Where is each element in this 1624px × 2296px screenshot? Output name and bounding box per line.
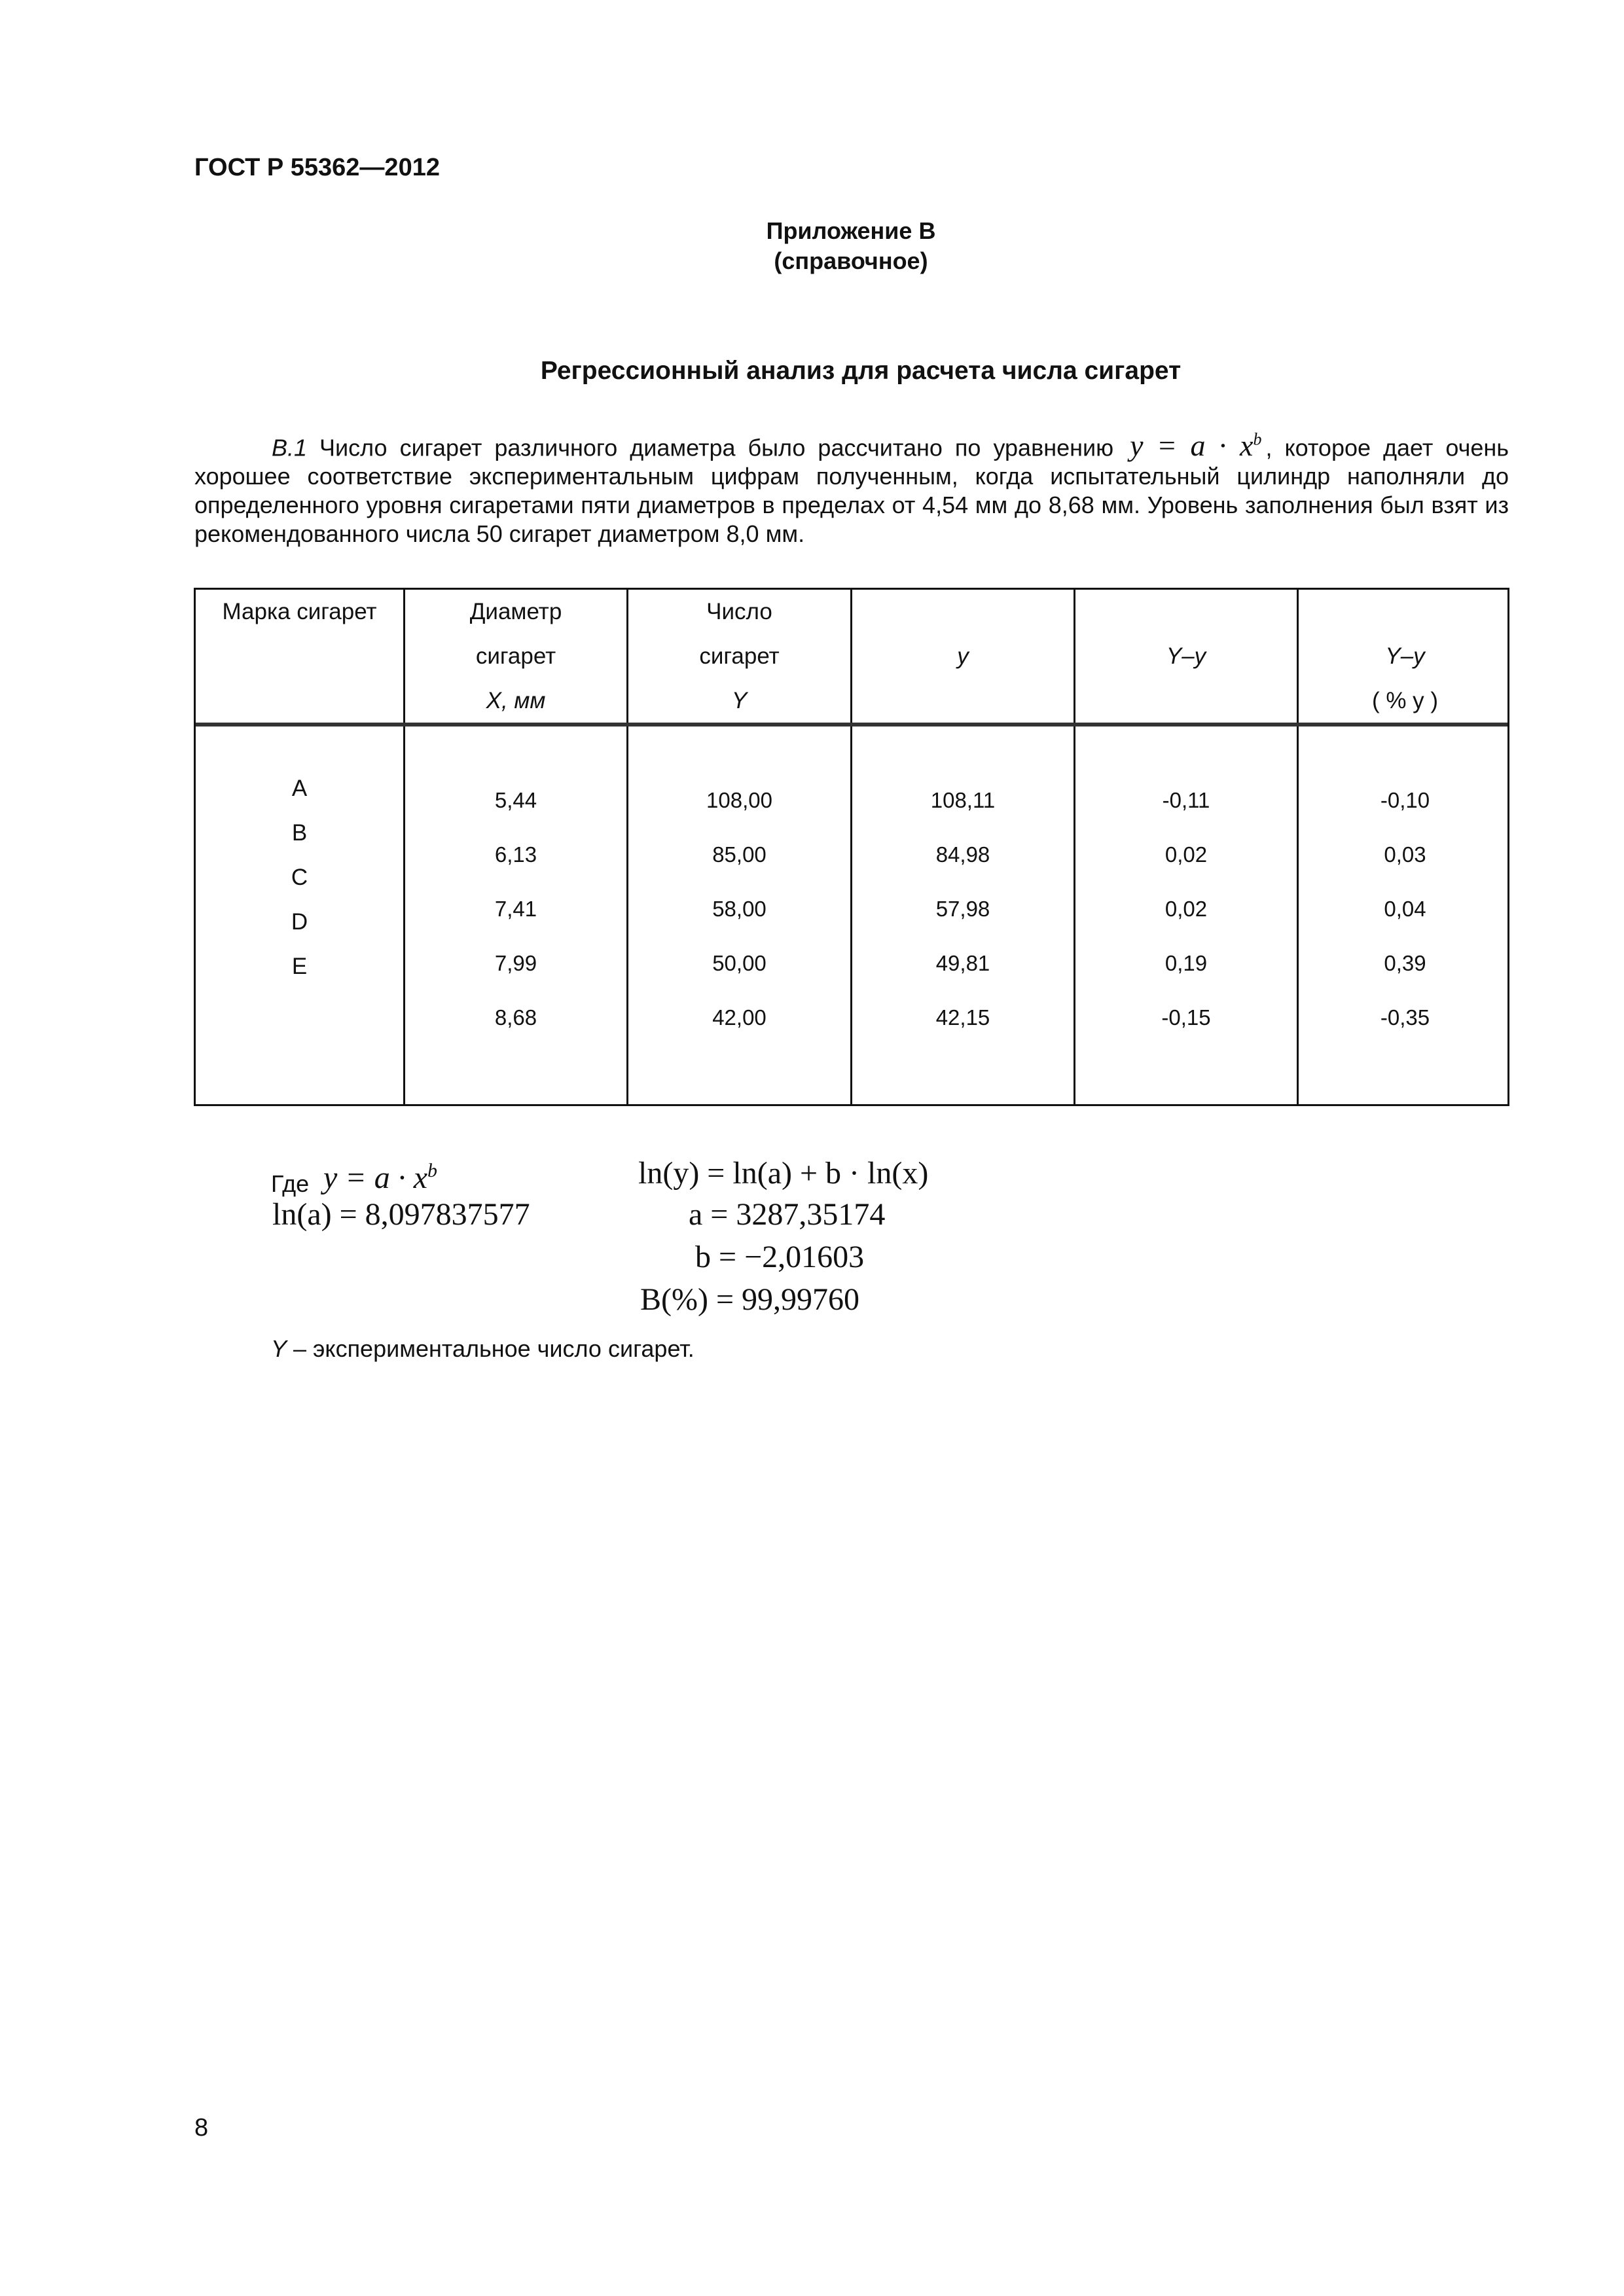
formula-ln-a: ln(a) = 8,097837577 — [272, 1197, 530, 1232]
section-title: Регрессионный анализ для расчета числа сигарет — [540, 357, 1182, 385]
table-cell: -0,10 — [1380, 788, 1430, 812]
table-cell: 0,39 — [1384, 951, 1426, 975]
document-code: ГОСТ Р 55362—2012 — [194, 154, 440, 181]
table-cell: 7,41 — [494, 897, 537, 921]
footnote — [271, 1335, 695, 1363]
appendix-label: Приложение В — [766, 217, 936, 244]
table-cell: 42,15 — [935, 1005, 990, 1030]
table-cell: -0,15 — [1161, 1005, 1211, 1030]
regression-table — [194, 588, 1509, 1106]
header-brand: Марка сигарет — [222, 599, 377, 624]
formula-fit: B(%) = 99,99760 — [640, 1282, 860, 1317]
formula-b: b = −2,01603 — [695, 1240, 865, 1274]
table-cell: 42,00 — [712, 1005, 767, 1030]
table-cell: 0,03 — [1384, 842, 1426, 867]
table-cell: -0,35 — [1380, 1005, 1430, 1030]
where-label: Где — [271, 1170, 310, 1197]
table-cell: 0,04 — [1384, 897, 1426, 921]
column-pct — [1299, 773, 1511, 1045]
table-cell: 0,02 — [1164, 897, 1208, 921]
table-cell: 5,44 — [494, 788, 537, 812]
column-y — [852, 773, 1074, 1045]
formula-log: ln(y) = ln(a) + b · ln(x) — [638, 1156, 929, 1191]
table-cell: 84,98 — [935, 842, 990, 867]
column-diameter — [405, 773, 626, 1045]
table-cell: 0,02 — [1164, 842, 1208, 867]
table-cell: -0,11 — [1162, 788, 1210, 812]
table-cell: 108,11 — [930, 788, 996, 812]
table-cell: 108,00 — [706, 788, 772, 812]
table-cell: 85,00 — [712, 842, 767, 867]
column-count — [628, 773, 850, 1045]
paragraph-b1 — [194, 425, 1509, 548]
header-diameter: Диаметр сигарет X, мм — [469, 599, 562, 713]
column-brand — [196, 766, 403, 989]
formula-power: $y = a \cdot x^b$ — [323, 1160, 437, 1195]
clause-number: В.1 — [272, 434, 308, 461]
table-cell: 8,68 — [494, 1005, 537, 1030]
table-cell: 58,00 — [712, 897, 767, 921]
appendix-type: (справочное) — [774, 247, 928, 274]
table-cell: A — [291, 776, 308, 801]
header-diameter-unit: X, мм — [486, 688, 546, 713]
table-cell: 0,19 — [1164, 951, 1208, 975]
page-number: 8 — [194, 2114, 209, 2142]
paragraph-text-end: , которое дает очень хорошее соответствие экспериментальным цифрам полученным, когда испытательный цилиндр наполняли до определенного уровня сигаретами пяти диаметров в пределах от 4,54 мм до 8,68 мм. Уровень заполнения был взят из рекомендованного числа 50 сигарет диаметром 8,0 мм. — [194, 434, 1509, 548]
header-diff: Y–y — [1166, 643, 1206, 669]
table-cell: D — [291, 909, 308, 935]
appendix-heading — [0, 216, 1624, 276]
table-cell: 57,98 — [935, 897, 990, 921]
column-diff — [1075, 773, 1297, 1045]
table-cell: C — [291, 865, 308, 890]
table-cell: E — [291, 954, 308, 979]
note-symbol: Y — [271, 1335, 287, 1362]
header-count: Число сигарет Y — [699, 599, 780, 713]
table-cell: B — [291, 820, 308, 846]
formula-a: a = 3287,35174 — [689, 1197, 886, 1232]
header-y: y — [957, 643, 969, 669]
table-cell: 49,81 — [935, 951, 990, 975]
note-text: – экспериментальное число сигарет. — [287, 1335, 695, 1362]
table-cell: 50,00 — [712, 951, 767, 975]
table-cell: 7,99 — [494, 951, 537, 975]
header-pct: Y–y ( % y ) — [1371, 643, 1439, 713]
inline-equation: $y = a \cdot x^b$ — [1130, 429, 1262, 463]
table-cell: 6,13 — [494, 842, 537, 867]
paragraph-text-start: Число сигарет различного диаметра было рассчитано по уравнению — [307, 434, 1127, 461]
